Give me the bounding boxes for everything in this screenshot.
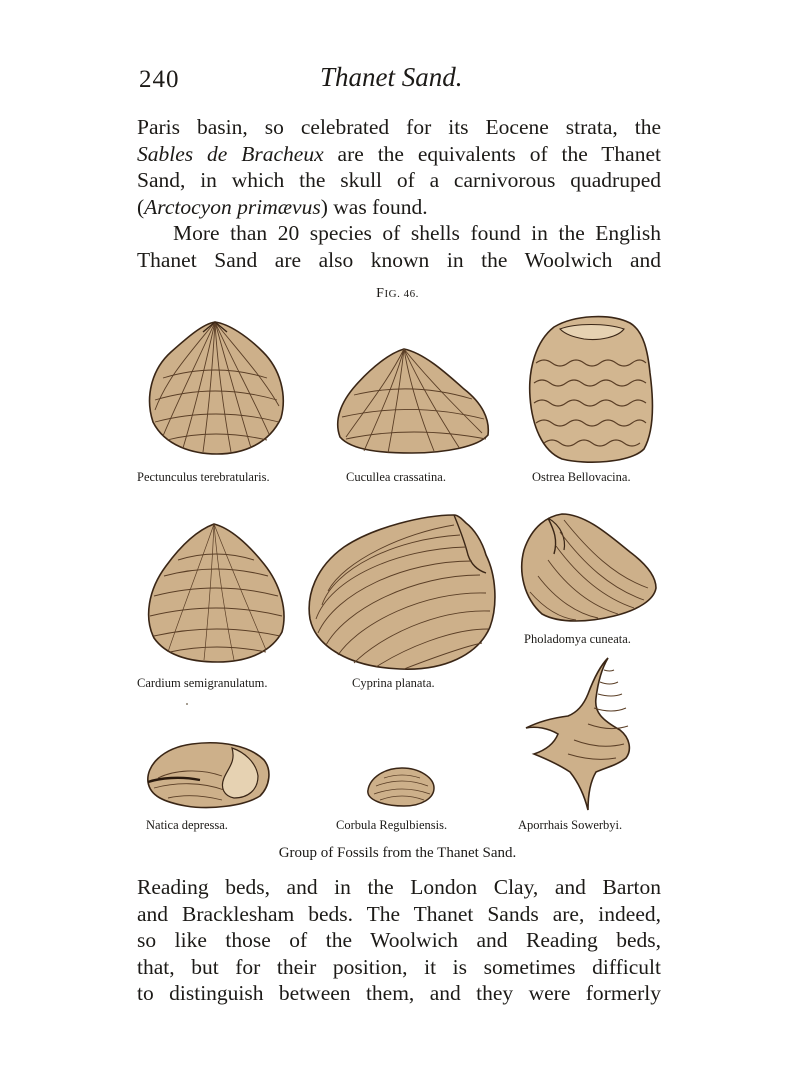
caption-aporrhais: Aporrhais Sowerbyi. [518, 818, 623, 832]
caption-natica: Natica depressa. [146, 818, 228, 832]
cyprina-shell-illustration [304, 509, 498, 673]
page-number: 240 [139, 66, 180, 93]
text-line: More than 20 species of shells found in the English [173, 221, 661, 245]
italic-term: Sables de Bracheux [137, 141, 324, 166]
caption-ostrea: Ostrea Bellovacina. [532, 470, 631, 484]
text-span: are the equivalents of the Thanet [323, 141, 661, 166]
paragraph-bottom [137, 874, 661, 1007]
figure-label-rest: IG. 46. [384, 288, 419, 300]
cardium-shell-illustration [142, 520, 290, 666]
caption-pholadomya: Pholadomya cuneata. [524, 632, 631, 646]
caption-cardium: Cardium semigranulatum. [137, 676, 268, 690]
page-header [0, 62, 795, 102]
figure-caption: Group of Fossils from the Thanet Sand. [278, 845, 517, 861]
text-line: to distinguish between them, and they were formerly [137, 981, 661, 1005]
text-line: Paris basin, so celebrated for its Eocene strata, the [137, 115, 661, 139]
aporrhais-shell-illustration [524, 654, 636, 812]
text-line: and Bracklesham beds. The Thanet Sands are, indeed, [137, 901, 661, 926]
caption-cyprina: Cyprina planata. [352, 676, 435, 690]
pectunculus-shell-illustration [143, 318, 288, 458]
text-line: Reading beds, and in the London Clay, and Barton [137, 875, 661, 899]
text-line: Sand, in which the skull of a carnivorous quadruped [137, 168, 661, 192]
paragraph-top [137, 114, 661, 273]
text-line: Thanet Sand are also known in the Woolwich and [137, 247, 661, 272]
cucullea-shell-illustration [332, 345, 492, 457]
caption-pectunculus: Pectunculus terebratularis. [137, 470, 270, 484]
caption-cucullea: Cucullea crassatina. [346, 470, 446, 484]
text-span: ) was found. [320, 194, 428, 219]
text-span: ( [137, 194, 145, 219]
natica-shell-illustration [140, 738, 272, 812]
text-line [137, 141, 661, 168]
paper-speck [186, 703, 188, 705]
text-line: so like those of the Woolwich and Reading beds, [137, 928, 661, 952]
figure-label-initial: F [376, 286, 385, 301]
running-title: Thanet Sand. [320, 62, 463, 92]
text-line: that, but for their position, it is sometimes difficult [137, 954, 661, 979]
caption-corbula: Corbula Regulbiensis. [336, 818, 448, 832]
corbula-shell-illustration [364, 764, 438, 810]
text-line [137, 194, 661, 221]
italic-term: Arctocyon primævus [144, 194, 321, 219]
pholadomya-shell-illustration [518, 510, 658, 626]
figure-label [0, 286, 795, 302]
ostrea-shell-illustration [526, 313, 658, 465]
